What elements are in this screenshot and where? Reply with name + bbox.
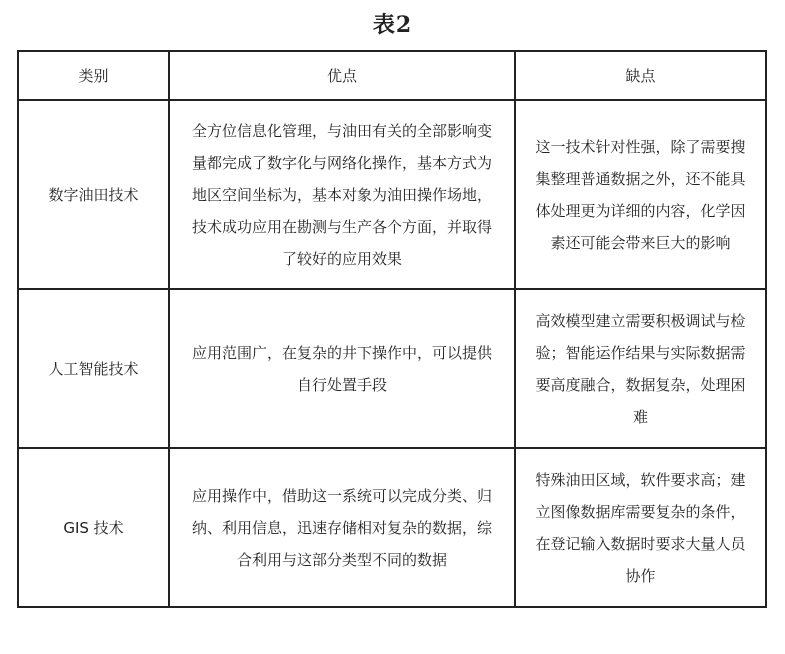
advantages-cell: 应用操作中，借助这一系统可以完成分类、归纳、利用信息，迅速存储相对复杂的数据，综合利用与这部分类型不同的数据 [169, 448, 515, 607]
table-row [18, 448, 766, 607]
advantages-cell: 全方位信息化管理，与油田有关的全部影响变量都完成了数字化与网络化操作，基本方式为地区空间坐标为，基本对象为油田操作场地，技术成功应用在勘测与生产各个方面，并取得了较好的应用效果 [169, 100, 515, 289]
comparison-table [17, 50, 767, 608]
table-row [18, 100, 766, 289]
table-row [18, 289, 766, 448]
header-disadvantages: 缺点 [515, 51, 766, 100]
disadvantages-cell: 特殊油田区域，软件要求高；建立图像数据库需要复杂的条件，在登记输入数据时要求大量人员协作 [515, 448, 766, 607]
category-cell: GIS 技术 [18, 448, 169, 607]
disadvantages-cell: 这一技术针对性强，除了需要搜集整理普通数据之外，还不能具体处理更为详细的内容，化学因素还可能会带来巨大的影响 [515, 100, 766, 289]
header-advantages: 优点 [169, 51, 515, 100]
disadvantages-cell: 高效模型建立需要积极调试与检验；智能运作结果与实际数据需要高度融合，数据复杂，处理困难 [515, 289, 766, 448]
table-header-row [18, 51, 766, 100]
advantages-cell: 应用范围广，在复杂的井下操作中，可以提供自行处置手段 [169, 289, 515, 448]
table-title: 表2 [372, 12, 413, 38]
header-category: 类别 [18, 51, 169, 100]
category-cell: 人工智能技术 [18, 289, 169, 448]
category-cell: 数字油田技术 [18, 100, 169, 289]
